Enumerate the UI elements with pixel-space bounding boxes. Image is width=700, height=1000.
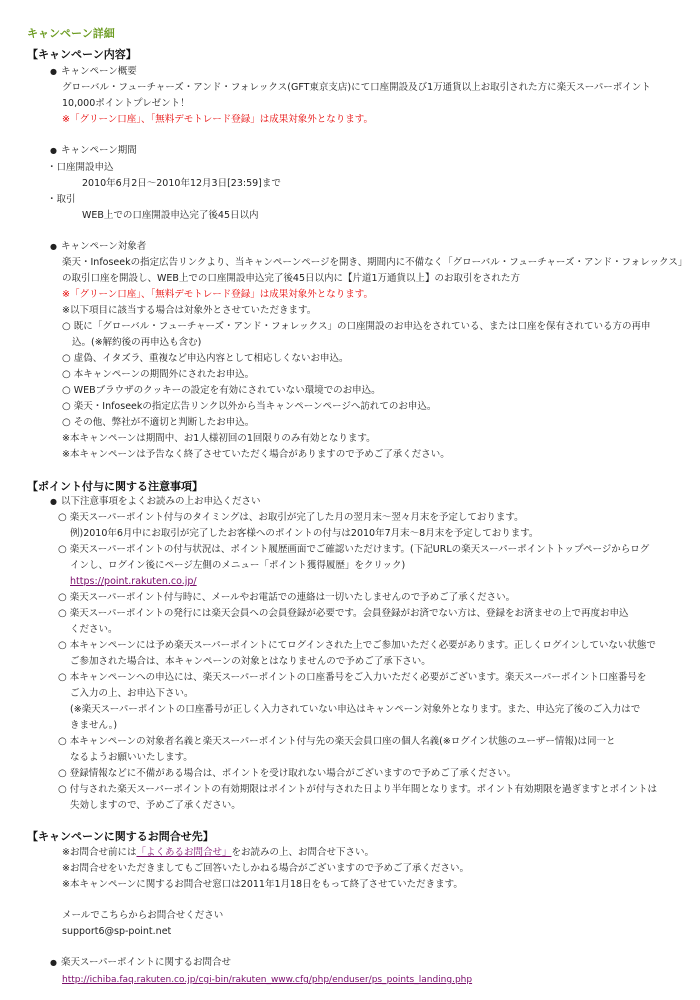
period-trade-label: ・取引 <box>47 194 76 205</box>
exclusion-item: ○ 虚偽、イタズラ、重複など申込内容として相応しくないお申込。 <box>62 353 349 364</box>
exclusion-item: ○ WEBブラウザのクッキーの設定を有効にされていない環境でのお申込。 <box>62 385 381 396</box>
overview-note: ※「グリーン口座」、「無料デモトレード登録」は成果対象外となります。 <box>62 114 374 125</box>
point-note-cont: きません。) <box>70 720 118 731</box>
exclusion-item: ○ 本キャンペーンの期間外にされたお申込。 <box>62 369 255 380</box>
point-note-item: ○ 楽天スーパーポイントの発行には楽天会員への会員登録が必要です。会員登録がお済でない方は、登録をお済ませの上で再度お申込 <box>58 608 629 619</box>
point-top-link[interactable]: https://point.rakuten.co.jp/ <box>70 576 197 587</box>
circle-bullet-icon: ○ <box>58 512 67 523</box>
point-note-cont: インし、ログイン後にページ左側のメニュー「ポイント獲得履歴」をクリック) <box>70 560 406 571</box>
circle-bullet-icon: ○ <box>58 608 67 619</box>
point-note-cont: (※楽天スーパーポイントの口座番号が正しく入力されていない申込はキャンペーン対象外となります。また、申込完了後のご入力はで <box>70 704 641 715</box>
point-note-cont: ご参加された場合は、本キャンペーンの対象とはなりませんので予めご了承下さい。 <box>70 656 431 667</box>
overview-label: ● キャンペーン概要 <box>50 64 137 80</box>
exclusion-item-cont: 込。(※解約後の再申込も含む) <box>72 337 202 348</box>
target-text: 楽天・Infoseekの指定広告リンクより、当キャンペーンページを開き、期間内に不備なく「グローバル・フューチャーズ・アンド・フォレックス」 <box>62 257 688 268</box>
bullet-icon <box>50 241 61 252</box>
period-trade-value: WEB上での口座開設申込完了後45日以内 <box>82 210 259 221</box>
point-note-cont: ください。 <box>70 624 118 635</box>
point-note-item: ○ 本キャンペーンには予め楽天スーパーポイントにてログインされた上でご参加いただく必要があります。正しくログインしていない状態で <box>58 640 656 651</box>
campaign-content-heading: 【キャンペーン内容】 <box>27 48 137 61</box>
bullet-icon <box>50 145 61 156</box>
circle-bullet-icon: ○ <box>58 736 67 747</box>
circle-bullet-icon: ○ <box>62 385 71 396</box>
inquiry-line: ※本キャンペーンに関するお問合せ窓口は2011年1月18日をもって終了させていただきます。 <box>62 879 463 890</box>
point-note-cont: 失効しますので、予めご了承ください。 <box>70 800 241 811</box>
exclusion-item: ○ その他、弊社が不適切と判断したお申込。 <box>62 417 255 428</box>
bullet-icon <box>50 496 61 507</box>
circle-bullet-icon: ○ <box>58 768 67 779</box>
point-note-item: ○ 付与された楽天スーパーポイントの有効期限はポイントが付与された日より半年間となります。ポイント有効期限を過ぎますとポイントは <box>58 784 658 795</box>
period-label: ● キャンペーン期間 <box>50 143 137 159</box>
circle-bullet-icon: ○ <box>62 401 71 412</box>
circle-bullet-icon: ○ <box>62 353 71 364</box>
point-note-cont: ご入力の上、お申込下さい。 <box>70 688 194 699</box>
overview-text: グローバル・フューチャーズ・アンド・フォレックス(GFT東京支店)にて口座開設及び1万通貨以上お取引された方に楽天スーパーポイント <box>62 82 651 93</box>
faq-link[interactable]: 「よくあるお問合せ」 <box>136 847 232 858</box>
note-once: ※本キャンペーンは期間中、お1人様初回の1回限りのみ有効となります。 <box>62 433 376 444</box>
exclusion-item: ○ 楽天・Infoseekの指定広告リンク以外から当キャンペーンページへ訪れてのお申込。 <box>62 401 437 412</box>
inquiry-line: ※お問合せ前には「よくあるお問合せ」をお読みの上、お問合せ下さい。 <box>62 847 374 858</box>
bullet-icon <box>50 957 61 968</box>
point-inquiry-label: ● 楽天スーパーポイントに関するお問合せ <box>50 955 231 971</box>
point-note-cont: なるようお願いいたします。 <box>70 752 193 763</box>
circle-bullet-icon: ○ <box>58 672 67 683</box>
point-note-item: ○ 楽天スーパーポイント付与時に、メールやお電話での連絡は一切いたしませんので予めご了承ください。 <box>58 592 516 603</box>
point-note-item: ○ 登録情報などに不備がある場合は、ポイントを受け取れない場合がございますので予めご了承ください。 <box>58 768 517 779</box>
circle-bullet-icon: ○ <box>62 321 71 332</box>
circle-bullet-icon: ○ <box>62 417 71 428</box>
exclusion-item: ○ 既に「グローバル・フューチャーズ・アンド・フォレックス」の口座開設のお申込をされている、または口座を保有されている方の再申 <box>62 321 651 332</box>
mail-address[interactable]: support6@sp-point.net <box>62 926 172 937</box>
point-note-item: ○ 本キャンペーンの対象者名義と楽天スーパーポイント付与先の楽天会員口座の個人名義(※ログイン状態のユーザー情報)は同一と <box>58 736 616 747</box>
target-note: ※「グリーン口座」、「無料デモトレード登録」は成果対象外となります。 <box>62 289 374 300</box>
period-open-label: ・口座開設申込 <box>47 162 114 173</box>
overview-text: 10,000ポイントプレゼント！ <box>62 98 190 109</box>
target-text: の取引口座を開設し、WEB上での口座開設申込完了後45日以内に【片道1万通貨以上】のお取引をされた方 <box>62 273 521 284</box>
point-note-item: ○ 本キャンペーンへの申込には、楽天スーパーポイントの口座番号をご入力いただく必要がございます。楽天スーパーポイント口座番号を <box>58 672 647 683</box>
inquiry-heading: 【キャンペーンに関するお問合せ先】 <box>27 830 214 843</box>
period-open-value: 2010年6月2日～2010年12月3日[23:59]まで <box>82 178 281 189</box>
mail-label: メールでこちらからお問合せください <box>62 910 224 921</box>
point-note-item: ○ 楽天スーパーポイントの付与状況は、ポイント履歴画面でご確認いただけます。(下記URLの楽天スーパーポイントトップページからログ <box>58 544 650 555</box>
point-note-item: ○ 楽天スーパーポイント付与のタイミングは、お取引が完了した月の翌月末～翌々月末を予定しております。 <box>58 512 524 523</box>
bullet-icon <box>50 66 61 77</box>
circle-bullet-icon: ○ <box>62 369 71 380</box>
exclusion-intro: ※以下項目に該当する場合は対象外とさせていただきます。 <box>62 305 317 316</box>
point-note-cont: 例)2010年6月中にお取引が完了したお客様へのポイントの付与は2010年7月末～8月末を予定しております。 <box>70 528 539 539</box>
point-notes-intro: ● 以下注意事項をよくお読みの上お申込ください <box>50 494 261 510</box>
page-title: キャンペーン詳細 <box>27 27 115 40</box>
circle-bullet-icon: ○ <box>58 784 67 795</box>
note-end: ※本キャンペーンは予告なく終了させていただく場合がありますので予めご了承ください。 <box>62 449 450 460</box>
circle-bullet-icon: ○ <box>58 544 67 555</box>
circle-bullet-icon: ○ <box>58 592 67 603</box>
circle-bullet-icon: ○ <box>58 640 67 651</box>
point-notes-heading: 【ポイント付与に関する注意事項】 <box>27 480 203 493</box>
point-faq-link[interactable]: http://ichiba.faq.rakuten.co.jp/cgi-bin/rakuten_www.cfg/php/enduser/ps_points_landing.php <box>62 975 473 985</box>
target-label: ● キャンペーン対象者 <box>50 239 146 255</box>
inquiry-line: ※お問合せをいただきましてもご回答いたしかねる場合がございますので予めご了承ください。 <box>62 863 469 874</box>
